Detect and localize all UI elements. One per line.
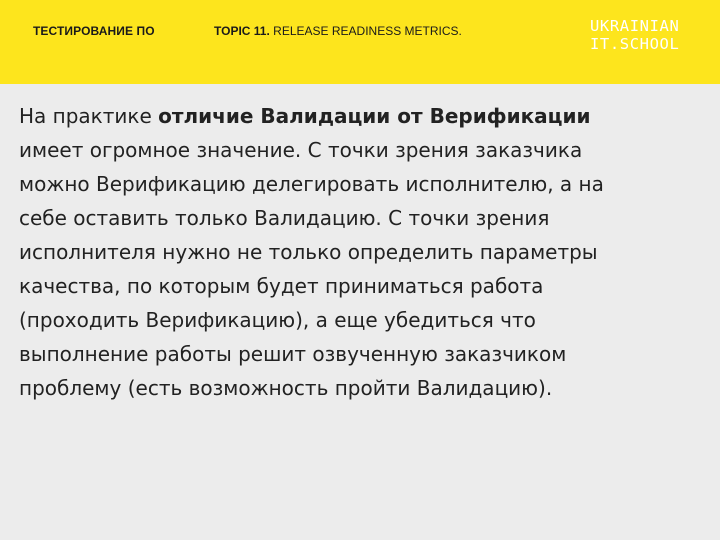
text-line: проблему (есть возможность пройти Валидацию). — [19, 376, 553, 400]
text-line: исполнителя нужно не только определить параметры — [19, 240, 598, 264]
topic-title — [214, 24, 462, 38]
slide-body-text — [19, 99, 689, 405]
course-title: ТЕСТИРОВАНИЕ ПО — [33, 24, 155, 38]
slide-header — [0, 0, 720, 84]
text-line: На практике отличие Валидации от Верификации — [19, 104, 591, 128]
text-line: можно Верификацию делегировать исполнителю, а на — [19, 172, 604, 196]
topic-name: RELEASE READINESS METRICS. — [273, 24, 462, 38]
topic-number: TOPIC 11. — [214, 24, 270, 38]
logo-line-2: IT.SCHOOL — [590, 35, 680, 53]
logo-line-1: UKRAINIAN — [590, 17, 680, 35]
text-line: имеет огромное значение. С точки зрения заказчика — [19, 138, 583, 162]
text-line: (проходить Верификацию), а еще убедиться что — [19, 308, 536, 332]
school-logo — [590, 17, 679, 53]
highlighted-phrase: отличие Валидации от Верификации — [158, 104, 591, 128]
text-line: себе оставить только Валидацию. С точки зрения — [19, 206, 550, 230]
text-line: качества, по которым будет приниматься работа — [19, 274, 544, 298]
text-line: выполнение работы решит озвученную заказчиком — [19, 342, 567, 366]
